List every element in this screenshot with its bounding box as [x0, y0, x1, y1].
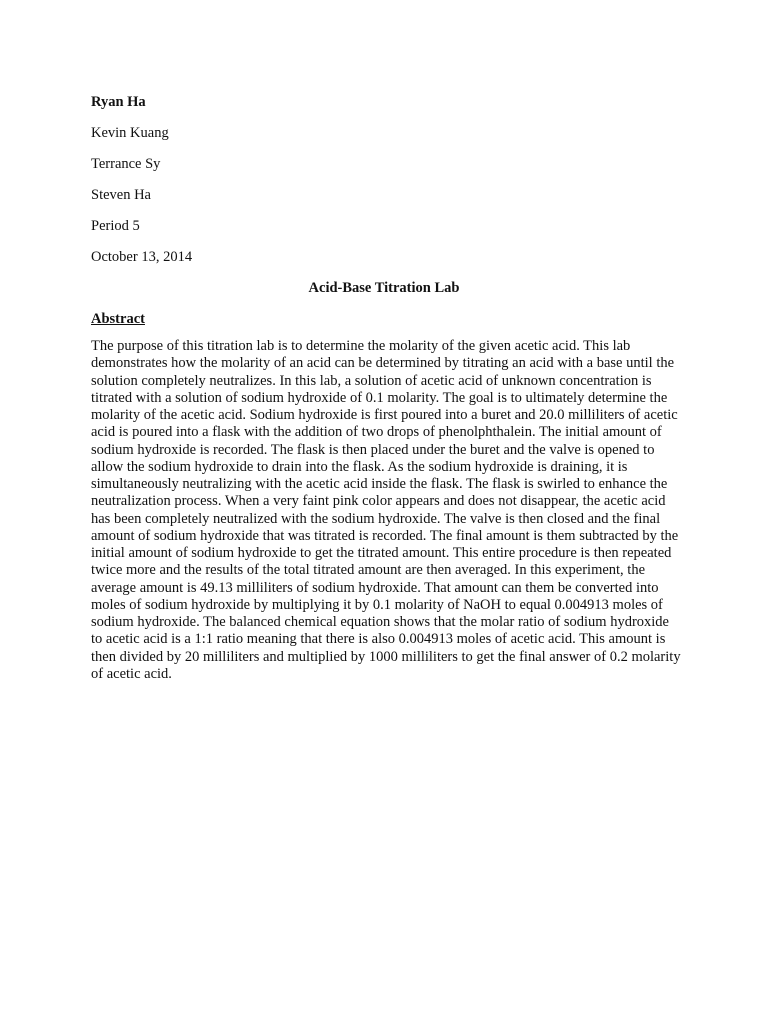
author-name: Terrance Sy [91, 156, 161, 172]
abstract-heading: Abstract [91, 311, 145, 327]
abstract-body [91, 338, 683, 683]
author-name: Ryan Ha [91, 94, 146, 110]
author-name: Kevin Kuang [91, 125, 169, 141]
abstract-paragraph: The purpose of this titration lab is to determine the molarity of the given acetic acid. This lab demonstrates how the molarity of an acid can be determined by titrating an acid with a base until the solution completely neutralizes. In this lab, a solution of acetic acid of unknown concentration is titrated with a solution of sodium hydroxide of 0.1 molarity. The goal is to ultimately determine the molarity of the acetic acid. Sodium hydroxide is first poured into a buret and 20.0 milliliters of acetic acid is poured into a flask with the addition of two drops of phenolphthalein. The initial amount of sodium hydroxide is recorded. The flask is then placed under the buret and the valve is opened to allow the sodium hydroxide to drain into the flask. As the sodium hydroxide is draining, it is simultaneously neutralizing with the acetic acid inside the flask. The flask is swirled to enhance the neutralization process. When a very faint pink color appears and does not disappear, the acetic acid has been completely neutralized with the sodium hydroxide. The valve is then closed and the final amount of sodium hydroxide that was titrated is recorded. The final amount is them subtracted by the initial amount of sodium hydroxide to get the titrated amount. This entire procedure is then repeated twice more and the results of the total titrated amount are then averaged. In this experiment, the average amount is 49.13 milliliters of sodium hydroxide. That amount can them be converted into moles of sodium hydroxide by multiplying it by 0.1 molarity of NaOH to equal 0.004913 moles of sodium hydroxide. The balanced chemical equation shows that the molar ratio of sodium hydroxide to acetic acid is a 1:1 ratio meaning that there is also 0.004913 moles of acetic acid. This amount is then divided by 20 milliliters and multiplied by 1000 milliliters to get the final answer of 0.2 molarity of acetic acid. [91, 338, 681, 682]
author-name: Steven Ha [91, 187, 151, 203]
report-date: October 13, 2014 [91, 249, 193, 265]
class-period: Period 5 [91, 218, 140, 234]
report-title: Acid-Base Titration Lab [308, 280, 460, 296]
